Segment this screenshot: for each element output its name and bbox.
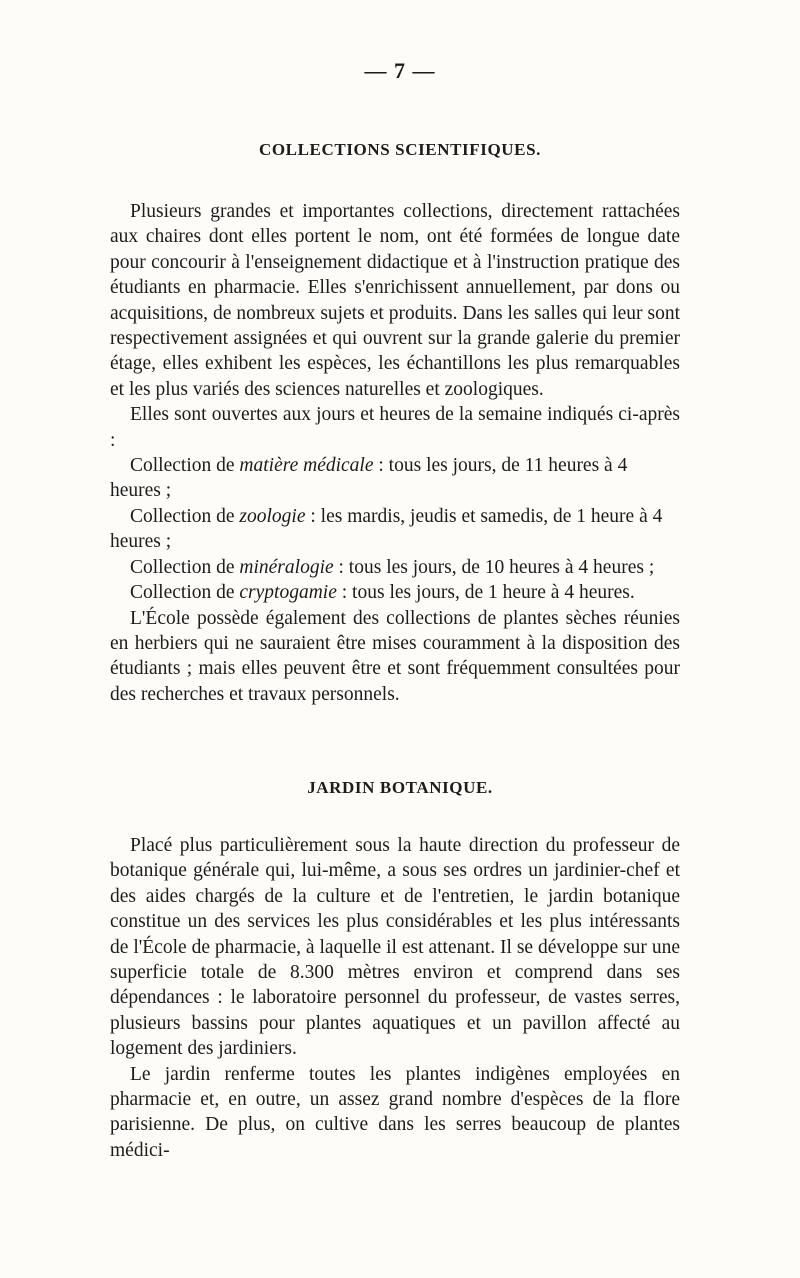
collection-schedule-item: Collection de zoologie : les mardis, jeudis et samedis, de 1 heure à 4 heures ; [110, 505, 663, 553]
collection-schedule-item: Collection de minéralogie : tous les jours, de 10 heures à 4 heures ; [130, 556, 655, 578]
section-title-jardin: JARDIN BOTANIQUE. [307, 778, 493, 797]
collection-name: matière médicale [239, 455, 374, 477]
collection-name: cryptogamie [239, 582, 337, 604]
jardin-section-body [110, 833, 680, 1163]
section-title-collections: COLLECTIONS SCIENTIFIQUES. [258, 140, 541, 159]
collection-schedule-item: Collection de cryptogamie : tous les jours, de 1 heure à 4 heures. [130, 582, 635, 604]
collection-name: minéralogie [239, 556, 334, 578]
collections-hours-intro-paragraph: Elles sont ouvertes aux jours et heures de la semaine indiqués ci-après : [110, 404, 680, 451]
collection-schedule-item: Collection de matière médicale : tous les jours, de 11 heures à 4 heures ; [110, 455, 628, 502]
jardin-paragraph-1: Placé plus particulièrement sous la haute direction du professeur de botanique générale qui, lui-même, a sous ses ordres un jardinier-chef et des aides chargés de la culture et de l'entretien, le jardin botanique constitue un des services les plus considérables et les plus intéressants de l'École de pharmacie, à laquelle il est attenant. Il se développe sur une superficie totale de 8.300 mètres environ et comprend dans ses dépendances : le laboratoire personnel du professeur, de vastes serres, plusieurs bassins pour plantes aquatiques et un pavillon affecté au logement des jardiniers. [110, 835, 680, 1060]
page-number: — 7 — [364, 58, 436, 83]
collections-intro-paragraph: Plusieurs grandes et importantes collections, directement rattachées aux chaires dont elles portent le nom, ont été formées de longue date pour concourir à l'enseignement didactique et à l'instruction pratique des étudiants en pharmacie. Elles s'enrichissent annuellement, par dons ou acquisitions, de nombreux sujets et produits. Dans les salles qui leur sont respectivement assignées et qui ouvrent sur la grande galerie du premier étage, elles exhibent les espèces, les échantillons les plus remarquables et les plus variés des sciences naturelles et zoologiques. [110, 201, 680, 400]
collection-name: zoologie [239, 505, 306, 527]
collections-section-body [110, 199, 680, 707]
collections-herbiers-paragraph: L'École possède également des collections de plantes sèches réunies en herbiers qui ne sauraient être mises couramment à la disposition des étudiants ; mais elles peuvent être et sont fréquemment consultées pour des recherches et travaux personnels. [110, 607, 680, 705]
jardin-paragraph-2: Le jardin renferme toutes les plantes indigènes employées en pharmacie et, en outre, un assez grand nombre d'espèces de la flore parisienne. De plus, on cultive dans les serres beaucoup de plantes médici- [110, 1063, 680, 1161]
